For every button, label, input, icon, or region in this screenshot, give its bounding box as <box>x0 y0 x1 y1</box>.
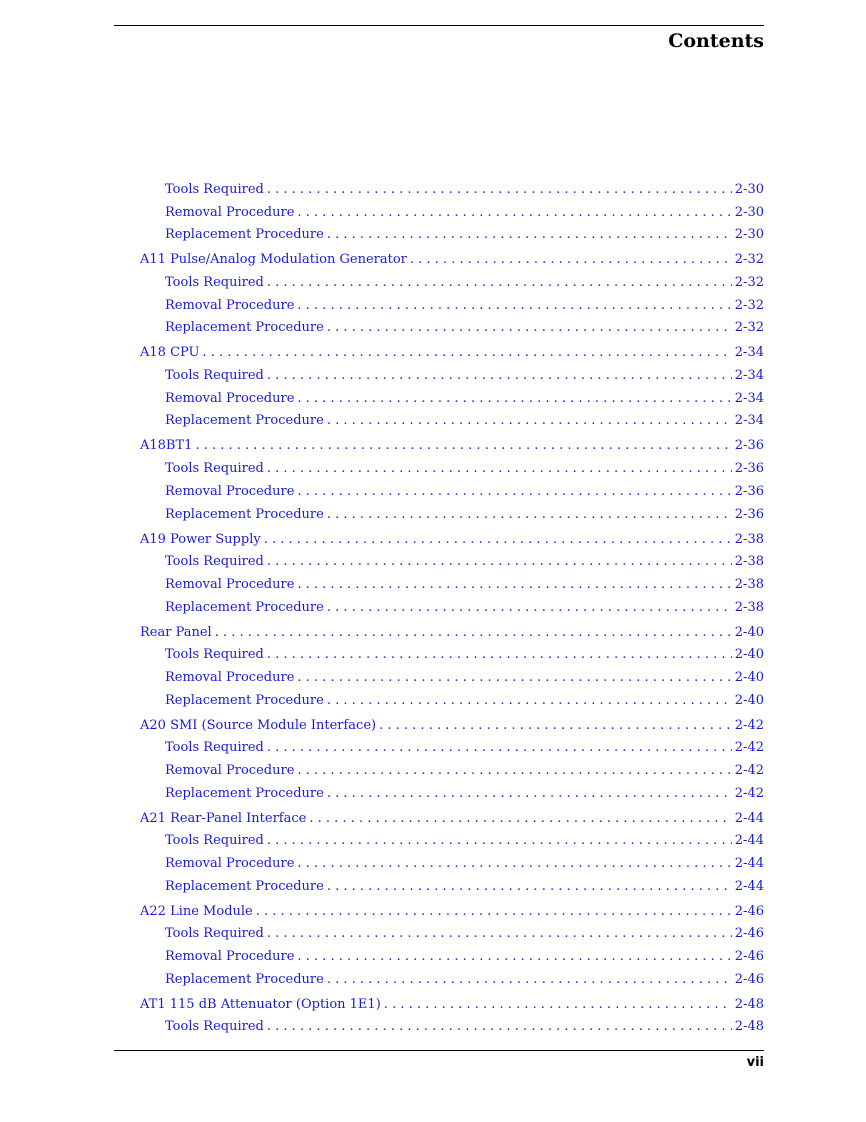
toc-entry-page: 2-34 <box>734 345 764 361</box>
toc-subsection-link[interactable] <box>140 949 764 972</box>
toc-subsection-link[interactable] <box>140 227 764 250</box>
toc-entry-label: Tools Required <box>165 182 264 197</box>
toc-subsection-link[interactable] <box>140 507 764 530</box>
toc-subsection-link[interactable] <box>140 461 764 484</box>
toc-entry-page: 2-48 <box>734 1019 764 1035</box>
toc-entry-label: Removal Procedure <box>165 204 295 220</box>
toc-entry-page: 2-30 <box>734 204 764 220</box>
toc-entry-page: 2-30 <box>734 227 764 243</box>
toc-entry-page: 2-42 <box>734 717 764 733</box>
toc-dot-leader <box>327 786 732 801</box>
toc-entry-page: 2-38 <box>734 531 764 547</box>
toc-section-link[interactable] <box>140 532 764 555</box>
toc-subsection-link[interactable] <box>140 275 764 298</box>
toc-dot-leader <box>297 298 731 313</box>
toc-entry-page: 2-36 <box>734 483 764 499</box>
toc-section-link[interactable] <box>140 904 764 927</box>
toc-dot-leader <box>327 227 732 242</box>
toc-section-link[interactable] <box>140 811 764 834</box>
toc-dot-leader <box>297 856 731 871</box>
toc-entry-page: 2-36 <box>734 506 764 522</box>
toc-entry-page: 2-40 <box>734 692 764 708</box>
toc-dot-leader <box>379 718 732 733</box>
toc-entry-page: 2-40 <box>734 624 764 640</box>
toc-section-link[interactable] <box>140 625 764 648</box>
toc-dot-leader <box>297 763 731 778</box>
toc-entry-page: 2-32 <box>734 252 764 268</box>
toc-entry-page: 2-34 <box>734 390 764 406</box>
toc-dot-leader <box>267 461 732 476</box>
toc-entry-label: Tools Required <box>165 647 264 663</box>
toc-dot-leader <box>327 507 732 522</box>
toc-entry-page: 2-32 <box>734 275 764 291</box>
toc-section-link[interactable] <box>140 718 764 741</box>
toc-entry-label: Removal Procedure <box>165 762 295 778</box>
toc-entry-page: 2-46 <box>734 926 764 942</box>
toc-dot-leader <box>267 740 732 755</box>
toc-dot-leader <box>256 904 732 919</box>
toc-dot-leader <box>195 438 731 453</box>
toc-entry-page: 2-34 <box>734 368 764 384</box>
toc-entry-page: 2-46 <box>734 949 764 965</box>
page-title: Contents <box>668 30 764 52</box>
toc-dot-leader <box>384 997 732 1012</box>
header-rule <box>114 25 764 26</box>
toc-entry-label: Removal Procedure <box>165 669 295 685</box>
toc-subsection-link[interactable] <box>140 786 764 809</box>
toc-entry-label: Replacement Procedure <box>165 878 324 894</box>
toc-dot-leader <box>297 577 731 592</box>
toc-entry-page: 2-32 <box>734 297 764 313</box>
toc-entry-label: Removal Procedure <box>165 483 295 499</box>
toc-dot-leader <box>297 949 731 964</box>
toc-dot-leader <box>215 625 732 640</box>
toc-entry-label: AT1 115 dB Attenuator (Option 1E1) <box>140 996 381 1012</box>
toc-subsection-link[interactable] <box>140 693 764 716</box>
toc-entry-page: 2-44 <box>734 810 764 826</box>
toc-subsection-link[interactable] <box>140 298 764 321</box>
toc-entry-page: 2-30 <box>734 182 764 197</box>
toc-entry-label: Rear Panel <box>140 624 212 640</box>
toc-dot-leader <box>297 484 731 499</box>
toc-entry-label: Tools Required <box>165 554 264 570</box>
toc-entry-page: 2-38 <box>734 599 764 615</box>
toc-dot-leader <box>297 205 731 220</box>
toc-dot-leader <box>327 879 732 894</box>
toc-entry-label: Tools Required <box>165 275 264 291</box>
toc-dot-leader <box>267 275 732 290</box>
toc-entry-label: A20 SMI (Source Module Interface) <box>140 717 377 733</box>
toc-entry-label: Replacement Procedure <box>165 599 324 615</box>
toc-subsection-link[interactable] <box>140 740 764 763</box>
toc-entry-label: Replacement Procedure <box>165 692 324 708</box>
toc-dot-leader <box>267 554 732 569</box>
toc-entry-page: 2-42 <box>734 762 764 778</box>
toc-dot-leader <box>297 391 731 406</box>
toc-dot-leader <box>267 368 732 383</box>
toc-subsection-link[interactable] <box>140 1019 764 1042</box>
toc-entry-label: Tools Required <box>165 368 264 384</box>
toc-subsection-link[interactable] <box>140 972 764 995</box>
toc-entry-label: A19 Power Supply <box>140 531 261 547</box>
toc-dot-leader <box>327 600 732 615</box>
toc-entry-page: 2-44 <box>734 856 764 872</box>
toc-entry-page: 2-48 <box>734 996 764 1012</box>
toc-entry-label: Removal Procedure <box>165 949 295 965</box>
toc-entry-label: Replacement Procedure <box>165 413 324 429</box>
toc-subsection-link[interactable] <box>140 320 764 343</box>
toc-entry-page: 2-36 <box>734 461 764 477</box>
toc-entry-page: 2-42 <box>734 740 764 756</box>
toc-subsection-link[interactable] <box>140 205 764 228</box>
toc-dot-leader <box>410 252 732 267</box>
toc-dot-leader <box>327 693 732 708</box>
toc-dot-leader <box>267 833 732 848</box>
toc-entry-page: 2-40 <box>734 647 764 663</box>
toc-entry-label: A18BT1 <box>140 438 193 454</box>
toc-entry-label: Tools Required <box>165 1019 264 1035</box>
toc-entry-label: Replacement Procedure <box>165 320 324 336</box>
toc-entry-page: 2-34 <box>734 413 764 429</box>
toc-dot-leader <box>264 532 732 547</box>
toc-subsection-link[interactable] <box>140 577 764 600</box>
toc-subsection-link[interactable] <box>140 926 764 949</box>
toc-dot-leader <box>267 647 732 662</box>
toc-entry-page: 2-36 <box>734 438 764 454</box>
toc-subsection-link[interactable] <box>140 413 764 436</box>
toc-subsection-link[interactable] <box>140 879 764 902</box>
toc-subsection-link[interactable] <box>140 554 764 577</box>
toc-entry-label: A22 Line Module <box>140 903 253 919</box>
toc-entry-page: 2-44 <box>734 878 764 894</box>
toc-dot-leader <box>327 972 732 987</box>
toc-dot-leader <box>267 1019 732 1034</box>
toc-subsection-link[interactable] <box>140 182 764 205</box>
toc-entry-label: Replacement Procedure <box>165 506 324 522</box>
toc-section-link[interactable] <box>140 997 764 1020</box>
toc-subsection-link[interactable] <box>140 670 764 693</box>
toc-subsection-link[interactable] <box>140 856 764 879</box>
toc-entry-page: 2-40 <box>734 669 764 685</box>
toc-subsection-link[interactable] <box>140 833 764 856</box>
toc-dot-leader <box>309 811 731 826</box>
toc-entry-label: A21 Rear-Panel Interface <box>140 810 307 826</box>
toc-entry-label: A18 CPU <box>140 345 200 361</box>
toc-dot-leader <box>267 182 732 197</box>
toc-subsection-link[interactable] <box>140 368 764 391</box>
toc-dot-leader <box>202 345 731 360</box>
toc-entry-label: Tools Required <box>165 833 264 849</box>
toc-subsection-link[interactable] <box>140 484 764 507</box>
table-of-contents <box>140 182 764 1042</box>
toc-subsection-link[interactable] <box>140 391 764 414</box>
toc-entry-label: Tools Required <box>165 926 264 942</box>
toc-subsection-link[interactable] <box>140 600 764 623</box>
toc-dot-leader <box>267 926 732 941</box>
toc-entry-page: 2-44 <box>734 833 764 849</box>
toc-entry-label: Replacement Procedure <box>165 971 324 987</box>
toc-dot-leader <box>327 413 732 428</box>
toc-entry-page: 2-38 <box>734 576 764 592</box>
footer-rule <box>114 1050 764 1051</box>
toc-entry-label: A11 Pulse/Analog Modulation Generator <box>140 252 407 268</box>
toc-dot-leader <box>297 670 731 685</box>
toc-entry-label: Replacement Procedure <box>165 785 324 801</box>
toc-entry-page: 2-32 <box>734 320 764 336</box>
toc-section-link[interactable] <box>140 345 764 368</box>
page-number: vii <box>746 1055 764 1070</box>
toc-entry-label: Removal Procedure <box>165 390 295 406</box>
toc-entry-label: Tools Required <box>165 461 264 477</box>
toc-entry-page: 2-46 <box>734 903 764 919</box>
toc-entry-label: Removal Procedure <box>165 297 295 313</box>
toc-entry-label: Removal Procedure <box>165 856 295 872</box>
toc-entry-label: Replacement Procedure <box>165 227 324 243</box>
toc-entry-page: 2-46 <box>734 971 764 987</box>
toc-subsection-link[interactable] <box>140 647 764 670</box>
toc-entry-label: Removal Procedure <box>165 576 295 592</box>
toc-section-link[interactable] <box>140 438 764 461</box>
toc-dot-leader <box>327 320 732 335</box>
toc-entry-label: Tools Required <box>165 740 264 756</box>
toc-entry-page: 2-38 <box>734 554 764 570</box>
toc-section-link[interactable] <box>140 252 764 275</box>
toc-entry-page: 2-42 <box>734 785 764 801</box>
toc-subsection-link[interactable] <box>140 763 764 786</box>
